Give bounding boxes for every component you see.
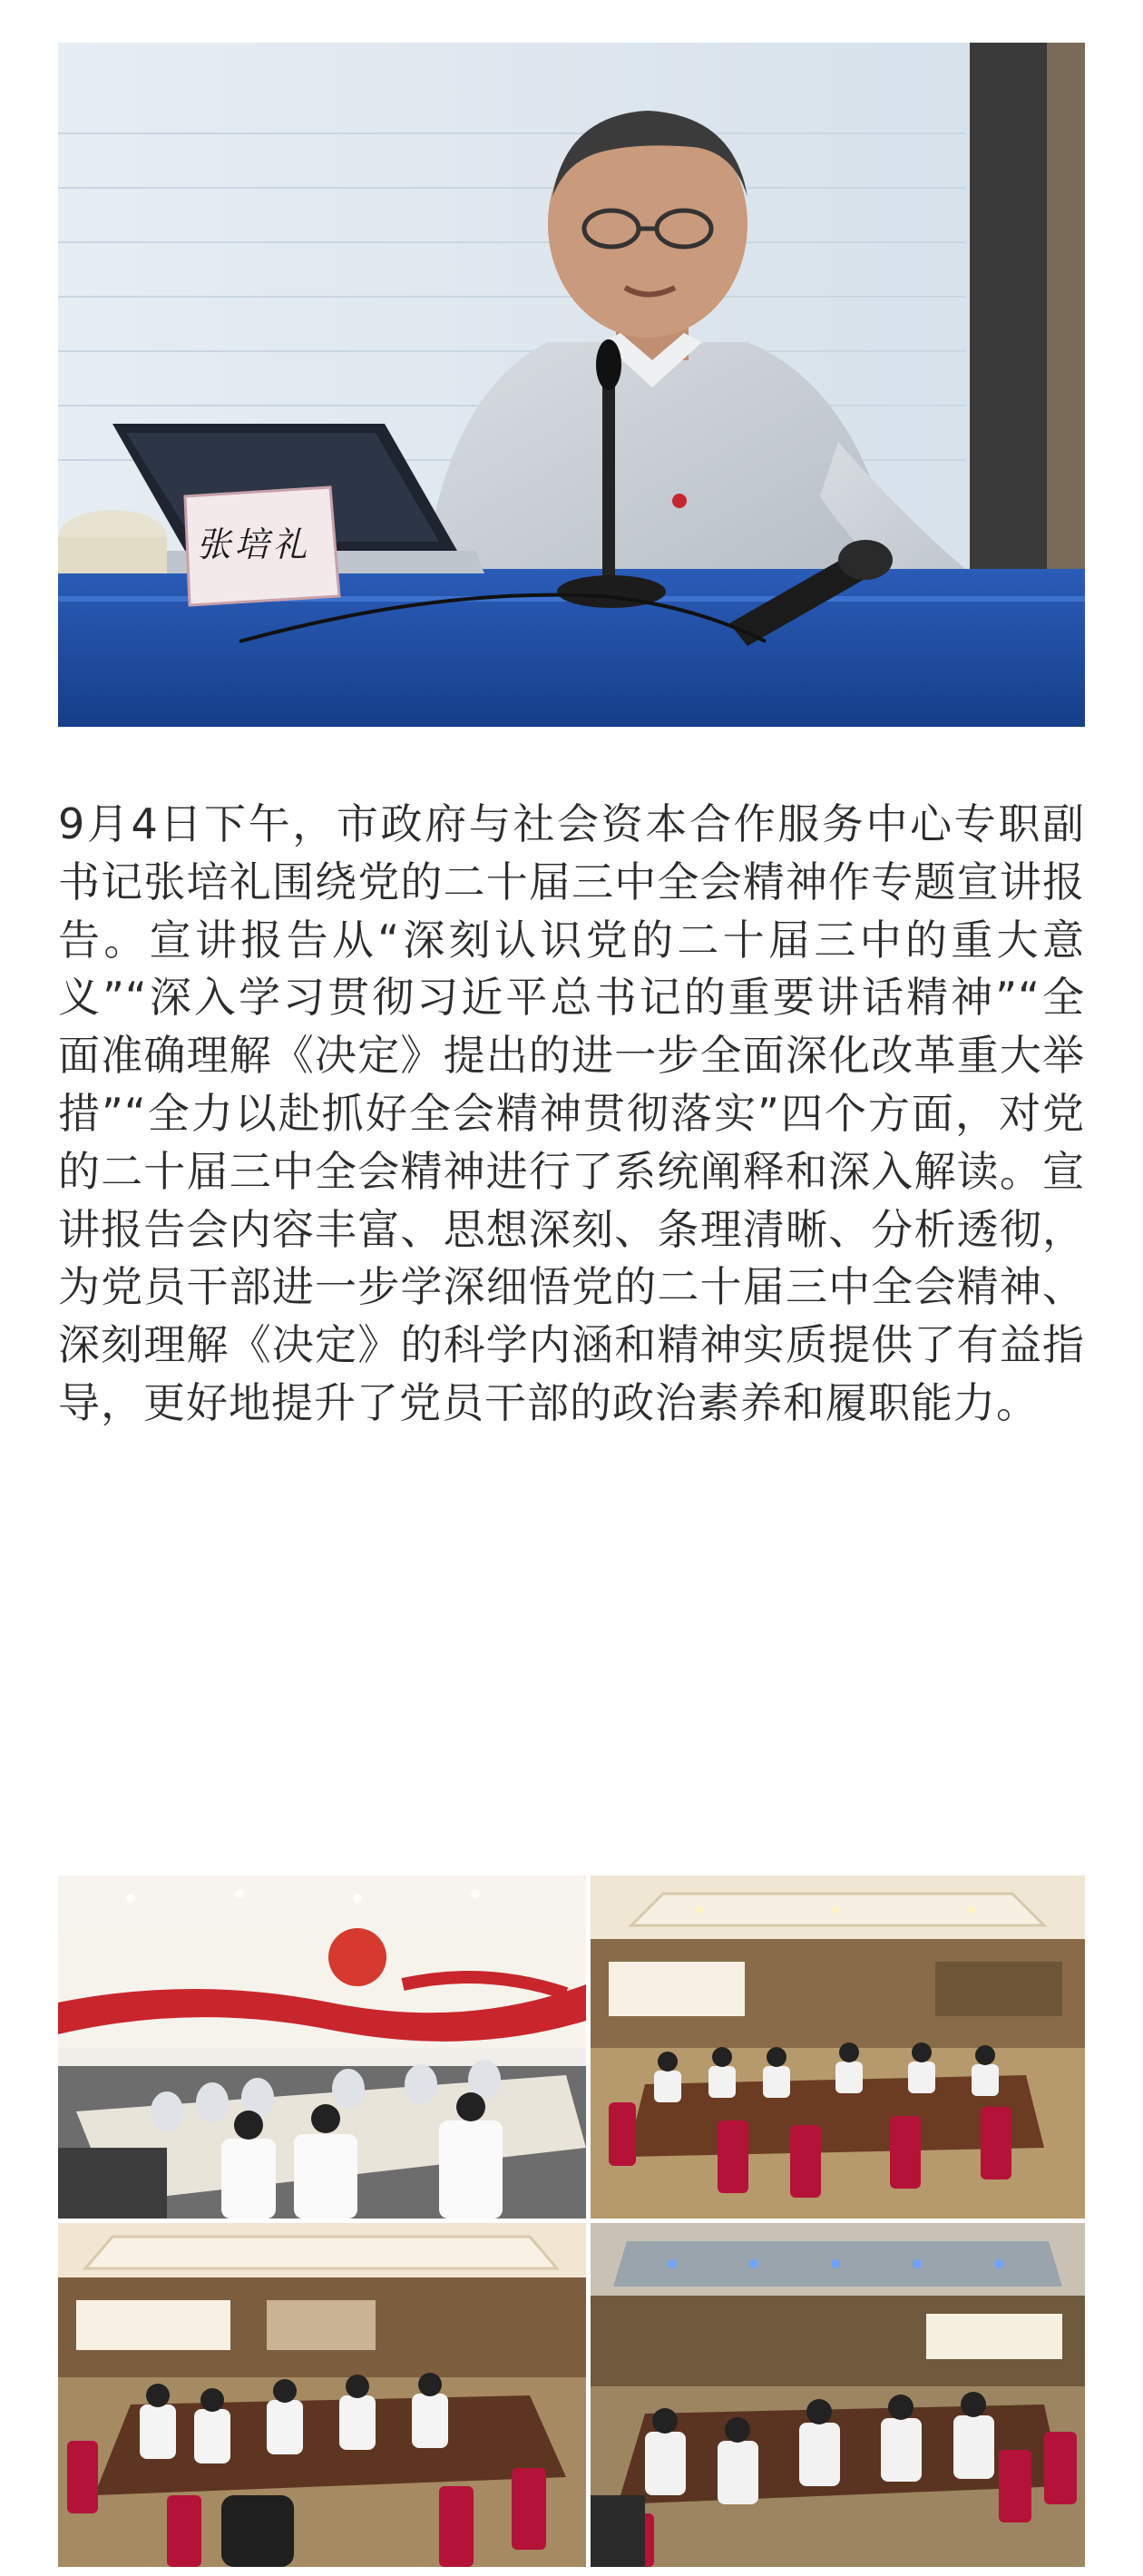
gallery-photo-meeting-room-2 xyxy=(591,1876,1085,2218)
gallery-photo-meeting-room-3 xyxy=(58,2223,586,2567)
gallery-photo-meeting-room-1 xyxy=(58,1876,586,2218)
nameplate-text: 张培礼 xyxy=(196,524,311,564)
gallery-photo-meeting-room-4 xyxy=(591,2223,1085,2567)
article-body: 9月4日下午，市政府与社会资本合作服务中心专职副书记张培礼围绕党的二十届三中全会精神作专题宣讲报告。宣讲报告从“深刻认识党的二十届三中的重大意义”“深入学习贯彻习近平总书记的重要讲话精神”“全面准确理解《决定》提出的进一步全面深化改革重大举措”“全力以赴抓好全会精神贯彻落实”四个方面，对党的二十届三中全会精神进行了系统阐释和深入解读。宣讲报告会内容丰富、思想深刻、条理清晰、分析透彻，为党员干部进一步学深细悟党的二十届三中全会精神、深刻理解《决定》的科学内涵和精神实质提供了有益指导，更好地提升了党员干部的政治素养和履职能力。 xyxy=(58,799,1085,1427)
hero-photo-speaker xyxy=(58,43,1085,727)
